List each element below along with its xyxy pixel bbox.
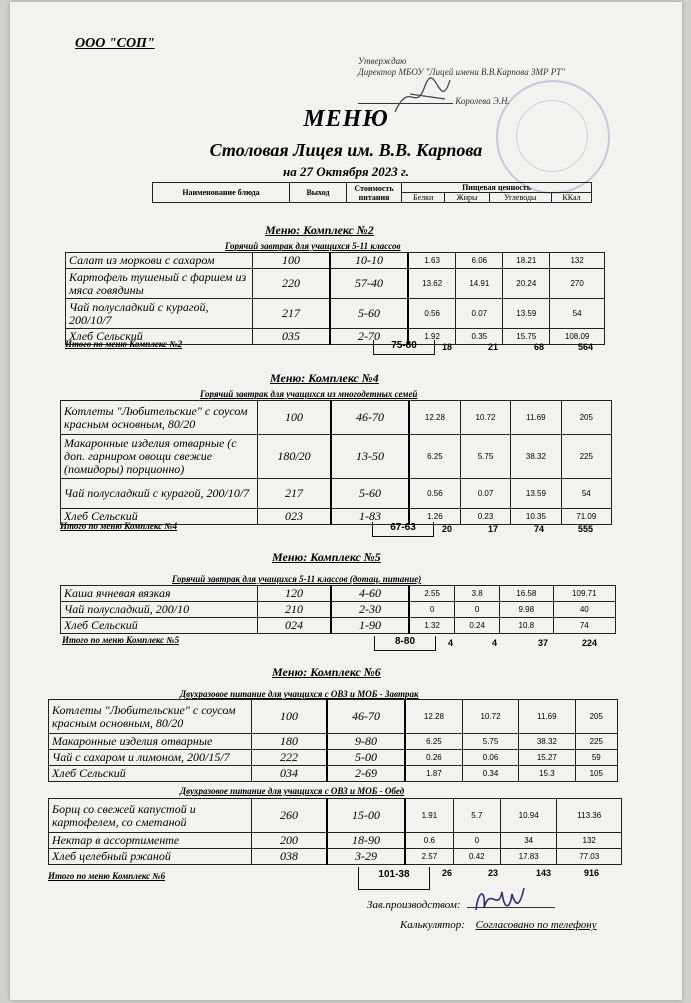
dish-out: 222	[252, 750, 328, 766]
dish-price: 5-00	[327, 750, 405, 766]
total-kcal: 916	[584, 868, 600, 878]
total-fat: 21	[488, 342, 499, 352]
dish-out: 100	[258, 401, 332, 435]
total-fat: 23	[488, 868, 499, 878]
table-row	[49, 750, 618, 766]
dish-protein: 1.91	[405, 799, 453, 833]
dish-price: 18-90	[327, 833, 405, 849]
dish-out: 100	[252, 700, 328, 734]
menu-table	[48, 699, 618, 782]
dish-price: 1-90	[331, 618, 409, 634]
total-kcal: 564	[578, 342, 594, 352]
table-row	[61, 479, 612, 509]
col-out: Выход	[290, 183, 347, 203]
dish-kcal: 113.36	[557, 799, 622, 833]
table-row	[49, 849, 622, 865]
dish-out: 120	[258, 586, 332, 602]
menu-title: Меню: Комплекс №4	[270, 371, 379, 385]
table-row	[61, 586, 616, 602]
dish-price: 9-80	[327, 734, 405, 750]
total-price: 67-63	[372, 522, 434, 537]
dish-out: 024	[258, 618, 332, 634]
total-carbs: 37	[538, 638, 549, 648]
approve-line1: Утверждаю	[358, 56, 407, 66]
menu-subtitle: Горячий завтрак для учащихся из многодетных семей	[200, 389, 418, 399]
dish-carbs: 15.75	[503, 329, 550, 345]
table-row	[49, 799, 622, 833]
table-row	[66, 299, 605, 329]
dish-price: 2-70	[330, 329, 408, 345]
dish-name: Хлеб Сельский	[61, 509, 258, 525]
menu-table	[65, 252, 605, 345]
dish-carbs: 17.83	[500, 849, 557, 865]
table-row	[49, 833, 622, 849]
dish-kcal: 77.03	[557, 849, 622, 865]
dish-name: Чай полусладкий, 200/10	[61, 602, 258, 618]
dish-name: Макаронные изделия отварные	[49, 734, 252, 750]
dish-kcal: 225	[561, 435, 611, 479]
total-price: 101-38	[358, 867, 430, 890]
calculator-value: Согласовано по телефону	[475, 919, 597, 931]
dish-carbs: 10.8	[500, 618, 554, 634]
dish-out: 220	[253, 269, 331, 299]
dish-protein: 1.26	[409, 509, 460, 525]
col-carbs: Углеводы	[489, 193, 551, 203]
dish-name: Чай полусладкий с курагой, 200/10/7	[61, 479, 258, 509]
dish-name: Каша ячневая вязкая	[61, 586, 258, 602]
dish-protein: 0.6	[405, 833, 453, 849]
manager-label: Зав.производством:	[367, 899, 461, 911]
approve-line2: Директор МБОУ "Лицей имени В.В.Карпова ЗМР РТ"	[358, 67, 565, 77]
dish-price: 15-00	[327, 799, 405, 833]
table-row	[61, 401, 612, 435]
dish-kcal: 40	[553, 602, 615, 618]
dish-carbs: 16.58	[500, 586, 554, 602]
dish-name: Картофель тушеный с фаршем из мяса говядины	[66, 269, 253, 299]
dish-name: Котлеты "Любительские" с соусом красным основным, 80/20	[61, 401, 258, 435]
dish-out: 038	[252, 849, 328, 865]
dish-protein: 2.57	[405, 849, 453, 865]
col-kcal: ККал	[551, 193, 591, 203]
total-kcal: 555	[578, 524, 594, 534]
dish-price: 46-70	[327, 700, 405, 734]
total-protein: 20	[442, 524, 453, 534]
total-carbs: 143	[536, 868, 552, 878]
dish-protein: 0.56	[409, 479, 460, 509]
total-price: 8-80	[374, 636, 436, 651]
menu-table-lunch	[48, 798, 622, 865]
dish-protein: 1.63	[408, 253, 456, 269]
total-protein: 4	[448, 638, 454, 648]
dish-price: 2-69	[327, 766, 405, 782]
page-subtitle: Столовая Лицея им. В.В. Карпова	[209, 140, 483, 160]
dish-name: Хлеб Сельский	[61, 618, 258, 634]
dish-protein: 0.26	[405, 750, 462, 766]
manager-signature	[468, 882, 538, 916]
dish-out: 217	[258, 479, 332, 509]
dish-out: 200	[252, 833, 328, 849]
dish-price: 5-60	[330, 299, 408, 329]
dish-kcal: 59	[575, 750, 617, 766]
table-row	[61, 602, 616, 618]
total-label: Итого по меню Комплекс №5	[62, 635, 180, 645]
table-row	[61, 618, 616, 634]
dish-price: 13-50	[331, 435, 409, 479]
dish-out: 180/20	[258, 435, 332, 479]
dish-protein: 0.56	[408, 299, 456, 329]
menu-table	[60, 400, 612, 525]
dish-carbs: 38.32	[511, 435, 561, 479]
dish-fat: 0.34	[462, 766, 518, 782]
dish-name: Чай полусладкий с курагой, 200/10/7	[66, 299, 253, 329]
dish-protein: 1.87	[405, 766, 462, 782]
dish-kcal: 108.09	[550, 329, 605, 345]
dish-carbs: 10.94	[500, 799, 557, 833]
dish-fat: 10.72	[462, 700, 518, 734]
dish-name: Нектар в ассортименте	[49, 833, 252, 849]
dish-name: Хлеб Сельский	[66, 329, 253, 345]
table-row	[61, 435, 612, 479]
col-price: Стоимость питания	[347, 183, 402, 203]
dish-fat: 0.06	[462, 750, 518, 766]
dish-carbs: 9.98	[500, 602, 554, 618]
dish-fat: 0.42	[453, 849, 500, 865]
dish-out: 210	[258, 602, 332, 618]
total-carbs: 74	[534, 524, 545, 534]
menu-title: Меню: Комплекс №5	[272, 550, 381, 564]
dish-out: 100	[253, 253, 331, 269]
dish-price: 5-60	[331, 479, 409, 509]
dish-protein: 6.25	[405, 734, 462, 750]
table-row	[49, 700, 618, 734]
dish-fat: 5.7	[453, 799, 500, 833]
dish-kcal: 74	[553, 618, 615, 634]
dish-fat: 0.23	[460, 509, 510, 525]
dish-price: 3-29	[327, 849, 405, 865]
dish-kcal: 205	[561, 401, 611, 435]
dish-carbs: 34	[500, 833, 557, 849]
dish-out: 260	[252, 799, 328, 833]
dish-fat: 0.24	[455, 618, 500, 634]
dish-name: Хлеб Сельский	[49, 766, 252, 782]
menu-sheet	[10, 2, 682, 1000]
dish-protein: 0	[409, 602, 455, 618]
dish-price: 4-60	[331, 586, 409, 602]
dish-price: 46-70	[331, 401, 409, 435]
dish-out: 180	[252, 734, 328, 750]
total-label: Итого по меню Комплекс №2	[65, 339, 183, 349]
col-protein: Белки	[402, 193, 445, 203]
dish-fat: 3.8	[455, 586, 500, 602]
dish-protein: 2.55	[409, 586, 455, 602]
total-fat: 4	[492, 638, 498, 648]
dish-kcal: 71.09	[561, 509, 611, 525]
page-title: МЕНЮ	[303, 106, 389, 132]
dish-fat: 0.07	[456, 299, 503, 329]
menu-subtitle: Горячий завтрак для учащихся 5-11 классов (дотац. питание)	[172, 574, 422, 584]
dish-fat: 5.75	[460, 435, 510, 479]
calculator-label: Калькулятор:	[400, 919, 465, 931]
table-row	[49, 734, 618, 750]
dish-kcal: 132	[557, 833, 622, 849]
dish-kcal: 132	[550, 253, 605, 269]
dish-carbs: 15.27	[519, 750, 575, 766]
dish-carbs: 18.21	[503, 253, 550, 269]
dish-carbs: 10.35	[511, 509, 561, 525]
dish-protein: 6.25	[409, 435, 460, 479]
dish-carbs: 11.69	[511, 401, 561, 435]
col-name: Наименование блюда	[153, 183, 290, 203]
dish-carbs: 13.59	[511, 479, 561, 509]
total-fat: 17	[488, 524, 499, 534]
table-row	[49, 766, 618, 782]
dish-kcal: 54	[550, 299, 605, 329]
dish-fat: 5.75	[462, 734, 518, 750]
dish-fat: 0.07	[460, 479, 510, 509]
total-protein: 26	[442, 868, 453, 878]
dish-carbs: 13.59	[503, 299, 550, 329]
dish-kcal: 205	[575, 700, 617, 734]
dish-out: 034	[252, 766, 328, 782]
dish-name: Хлеб целебный ржаной	[49, 849, 252, 865]
col-nutrition: Пищевая ценность	[402, 183, 592, 193]
page-date: на 27 Октября 2023 г.	[283, 164, 409, 179]
dish-fat: 6.06	[456, 253, 503, 269]
dish-name: Чай с сахаром и лимоном, 200/15/7	[49, 750, 252, 766]
menu-title: Меню: Комплекс №6	[272, 665, 381, 679]
approve-name: Королева Э.Н.	[455, 96, 510, 106]
dish-carbs: 15.3	[519, 766, 575, 782]
dish-fat: 0.35	[456, 329, 503, 345]
dish-kcal: 54	[561, 479, 611, 509]
menu-subtitle-lunch: Двухразовое питание для учащихся с ОВЗ и МОБ - Обед	[180, 786, 405, 796]
dish-protein: 1.32	[409, 618, 455, 634]
total-label: Итого по меню Комплекс №4	[60, 521, 178, 531]
dish-fat: 14.91	[456, 269, 503, 299]
total-protein: 18	[442, 342, 453, 352]
organization-name: ООО "СОП"	[75, 36, 155, 51]
menu-subtitle: Горячий завтрак для учащихся 5-11 классов	[225, 241, 401, 251]
dish-price: 2-30	[331, 602, 409, 618]
dish-out: 035	[253, 329, 331, 345]
col-fat: Жиры	[445, 193, 489, 203]
dish-out: 023	[258, 509, 332, 525]
dish-protein: 12.28	[405, 700, 462, 734]
header-table	[152, 182, 592, 203]
dish-kcal: 109.71	[553, 586, 615, 602]
dish-carbs: 20.24	[503, 269, 550, 299]
dish-name: Салат из моркови с сахаром	[66, 253, 253, 269]
total-label: Итого по меню Комплекс №6	[48, 871, 166, 881]
total-kcal: 224	[582, 638, 598, 648]
menu-subtitle: Двухразовое питание для учащихся с ОВЗ и МОБ - Завтрак	[180, 689, 419, 699]
dish-fat: 10.72	[460, 401, 510, 435]
calculator-line	[400, 919, 597, 931]
dish-name: Котлеты "Любительские" с соусом красным основным, 80/20	[49, 700, 252, 734]
dish-name: Борщ со свежей капустой и картофелем, со сметаной	[49, 799, 252, 833]
dish-kcal: 270	[550, 269, 605, 299]
total-carbs: 68	[534, 342, 545, 352]
dish-carbs: 38.32	[519, 734, 575, 750]
dish-fat: 0	[455, 602, 500, 618]
dish-out: 217	[253, 299, 331, 329]
dish-carbs: 11.69	[519, 700, 575, 734]
table-row	[66, 253, 605, 269]
menu-table	[60, 585, 616, 634]
menu-title: Меню: Комплекс №2	[265, 223, 374, 237]
dish-protein: 12.28	[409, 401, 460, 435]
dish-name: Макаронные изделия отварные (с доп. гарниром овощи свежие (помидоры) порционно)	[61, 435, 258, 479]
dish-kcal: 225	[575, 734, 617, 750]
dish-fat: 0	[453, 833, 500, 849]
dish-protein: 13.62	[408, 269, 456, 299]
dish-price: 57-40	[330, 269, 408, 299]
dish-kcal: 105	[575, 766, 617, 782]
dish-protein: 1.92	[408, 329, 456, 345]
table-row	[66, 269, 605, 299]
dish-price: 10-10	[330, 253, 408, 269]
total-price: 75-80	[373, 340, 435, 355]
dish-price: 1-83	[331, 509, 409, 525]
